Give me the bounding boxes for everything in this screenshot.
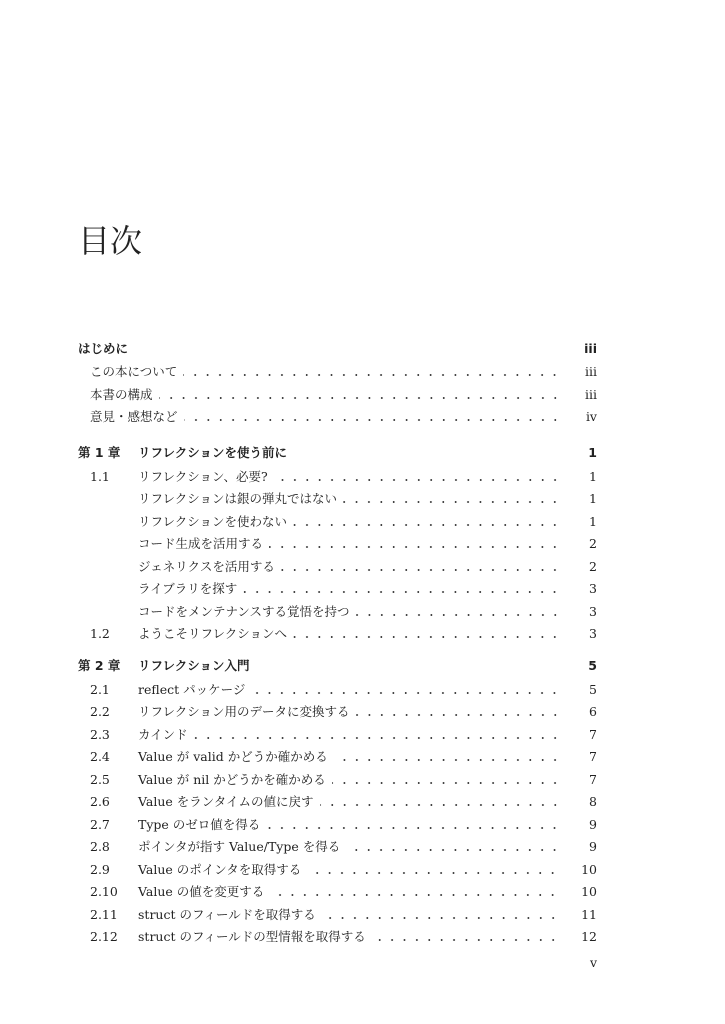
- entry-title: リフレクション入門: [138, 658, 250, 673]
- entry-page-number: 7: [589, 771, 597, 787]
- entry-title: リフレクションを使う前に: [138, 445, 288, 460]
- dot-leader: [320, 796, 561, 806]
- entry-title: Type のゼロ値を得る: [138, 816, 261, 832]
- entry-title: 意見・感想など: [90, 409, 178, 425]
- entry-page-number: 3: [589, 626, 597, 641]
- entry-page-number: 9: [589, 839, 597, 854]
- entry-number: 第 2 章: [78, 658, 121, 673]
- entry-number: 2.12: [90, 929, 118, 944]
- toc-section[interactable]: [78, 882, 597, 902]
- dot-leader: [343, 493, 561, 503]
- toc-section[interactable]: [78, 557, 597, 577]
- entry-number: 2.11: [90, 906, 118, 922]
- entry-number: 2.9: [90, 861, 110, 877]
- entry-title: リフレクション、必要?: [138, 468, 268, 484]
- entry-title: struct のフィールドの型情報を取得する: [138, 929, 366, 944]
- entry-number: 2.8: [90, 839, 110, 854]
- toc-entry[interactable]: [78, 385, 597, 405]
- dot-leader: [356, 606, 561, 616]
- entry-title: Value の値を変更する: [138, 884, 265, 899]
- entry-title: カインド: [138, 726, 188, 742]
- entry-title: Value が nil かどうかを確かめる: [138, 771, 326, 787]
- entry-page-number: 8: [589, 794, 597, 809]
- toc-chapter[interactable]: [78, 656, 597, 676]
- entry-title: はじめに: [78, 341, 129, 356]
- dot-leader: [372, 931, 559, 941]
- dot-leader: [334, 751, 561, 761]
- dot-leader: [274, 471, 561, 481]
- entry-page-number: 2: [589, 536, 597, 551]
- toc-section[interactable]: [78, 747, 597, 767]
- entry-page-number: 6: [589, 704, 597, 719]
- toc-section[interactable]: [78, 680, 597, 700]
- entry-title: リフレクションを使わない: [138, 513, 288, 529]
- dot-leader: [243, 583, 561, 593]
- toc-entry[interactable]: [78, 407, 597, 427]
- entry-title: コードをメンテナンスする覚悟を持つ: [138, 603, 350, 619]
- dot-leader: [322, 909, 559, 919]
- entry-title: ジェネリクスを活用する: [138, 558, 275, 574]
- dot-leader: [183, 366, 561, 376]
- entry-page-number: 9: [589, 816, 597, 832]
- toc-section[interactable]: [78, 702, 597, 722]
- toc-section[interactable]: [78, 534, 597, 554]
- toc-section[interactable]: [78, 512, 597, 532]
- entry-title: Value のポインタを取得する: [138, 861, 302, 877]
- entry-number: 2.2: [90, 704, 110, 719]
- toc-section[interactable]: [78, 725, 597, 745]
- toc-section[interactable]: [78, 770, 597, 790]
- entry-page-number: 3: [589, 581, 597, 596]
- entry-page-number: 2: [589, 558, 597, 574]
- entry-page-number: 5: [589, 681, 597, 697]
- page-title: 目次: [78, 222, 143, 260]
- entry-number: 2.5: [90, 771, 110, 787]
- toc-section[interactable]: [78, 815, 597, 835]
- toc-section[interactable]: [78, 927, 597, 947]
- entry-title: Value が valid かどうか確かめる: [138, 749, 328, 764]
- entry-title: ライブラリを探す: [138, 581, 238, 596]
- dot-leader: [266, 819, 561, 829]
- entry-page-number: iii: [585, 364, 597, 379]
- dot-leader: [293, 628, 561, 638]
- entry-title: ようこそリフレクションへ: [138, 626, 288, 641]
- entry-page-number: 3: [589, 603, 597, 619]
- toc-section[interactable]: [78, 624, 597, 644]
- entry-page-number: 7: [589, 749, 597, 764]
- entry-page-number: iv: [585, 409, 597, 425]
- dot-leader: [270, 886, 559, 896]
- entry-page-number: 1: [589, 491, 597, 506]
- entry-number: 2.7: [90, 816, 110, 832]
- dot-leader: [251, 684, 561, 694]
- entry-page-number: 1: [588, 445, 597, 460]
- entry-title: Value をランタイムの値に戻す: [138, 794, 314, 809]
- entry-page-number: 5: [588, 658, 597, 673]
- entry-title: 本書の構成: [90, 386, 153, 402]
- page-number: v: [589, 955, 597, 970]
- entry-title: ポインタが指す Value/Type を得る: [138, 839, 341, 854]
- dot-leader: [332, 774, 561, 784]
- entry-number: 1.1: [90, 468, 110, 484]
- entry-title: struct のフィールドを取得する: [138, 906, 316, 922]
- entry-title: コード生成を活用する: [138, 536, 264, 551]
- dot-leader: [293, 516, 561, 526]
- toc-entry[interactable]: [78, 362, 597, 382]
- toc-section[interactable]: [78, 905, 597, 925]
- toc-chapter[interactable]: [78, 443, 597, 463]
- entry-number: 第 1 章: [78, 445, 121, 460]
- dot-leader: [346, 841, 561, 851]
- dot-leader: [281, 561, 561, 571]
- entry-page-number: 7: [589, 726, 597, 742]
- entry-page-number: 12: [581, 929, 597, 944]
- toc-section[interactable]: [78, 602, 597, 622]
- dot-leader: [184, 411, 561, 421]
- toc-section[interactable]: [78, 837, 597, 857]
- entry-number: 2.4: [90, 749, 110, 764]
- entry-page-number: 10: [581, 861, 597, 877]
- entry-number: 2.10: [90, 884, 118, 899]
- entry-number: 2.1: [90, 681, 110, 697]
- entry-page-number: 11: [581, 906, 597, 922]
- entry-page-number: 1: [589, 513, 597, 529]
- dot-leader: [159, 389, 561, 399]
- entry-title: reflect パッケージ: [138, 681, 246, 697]
- entry-number: 2.6: [90, 794, 110, 809]
- toc-section[interactable]: [78, 792, 597, 812]
- dot-leader: [356, 706, 561, 716]
- dot-leader: [269, 538, 561, 548]
- toc-section[interactable]: [78, 467, 597, 487]
- toc-section[interactable]: [78, 860, 597, 880]
- entry-page-number: iii: [584, 341, 597, 356]
- toc-front-heading[interactable]: [78, 339, 597, 359]
- dot-leader: [194, 729, 561, 739]
- entry-title: リフレクション用のデータに変換する: [138, 704, 350, 719]
- entry-title: リフレクションは銀の弾丸ではない: [138, 491, 338, 506]
- entry-number: 1.2: [90, 626, 110, 641]
- toc-section[interactable]: [78, 579, 597, 599]
- entry-page-number: 10: [581, 884, 597, 899]
- toc-section[interactable]: [78, 489, 597, 509]
- entry-page-number: 1: [589, 468, 597, 484]
- entry-title: この本について: [90, 364, 178, 379]
- entry-number: 2.3: [90, 726, 110, 742]
- entry-page-number: iii: [585, 386, 597, 402]
- dot-leader: [307, 864, 559, 874]
